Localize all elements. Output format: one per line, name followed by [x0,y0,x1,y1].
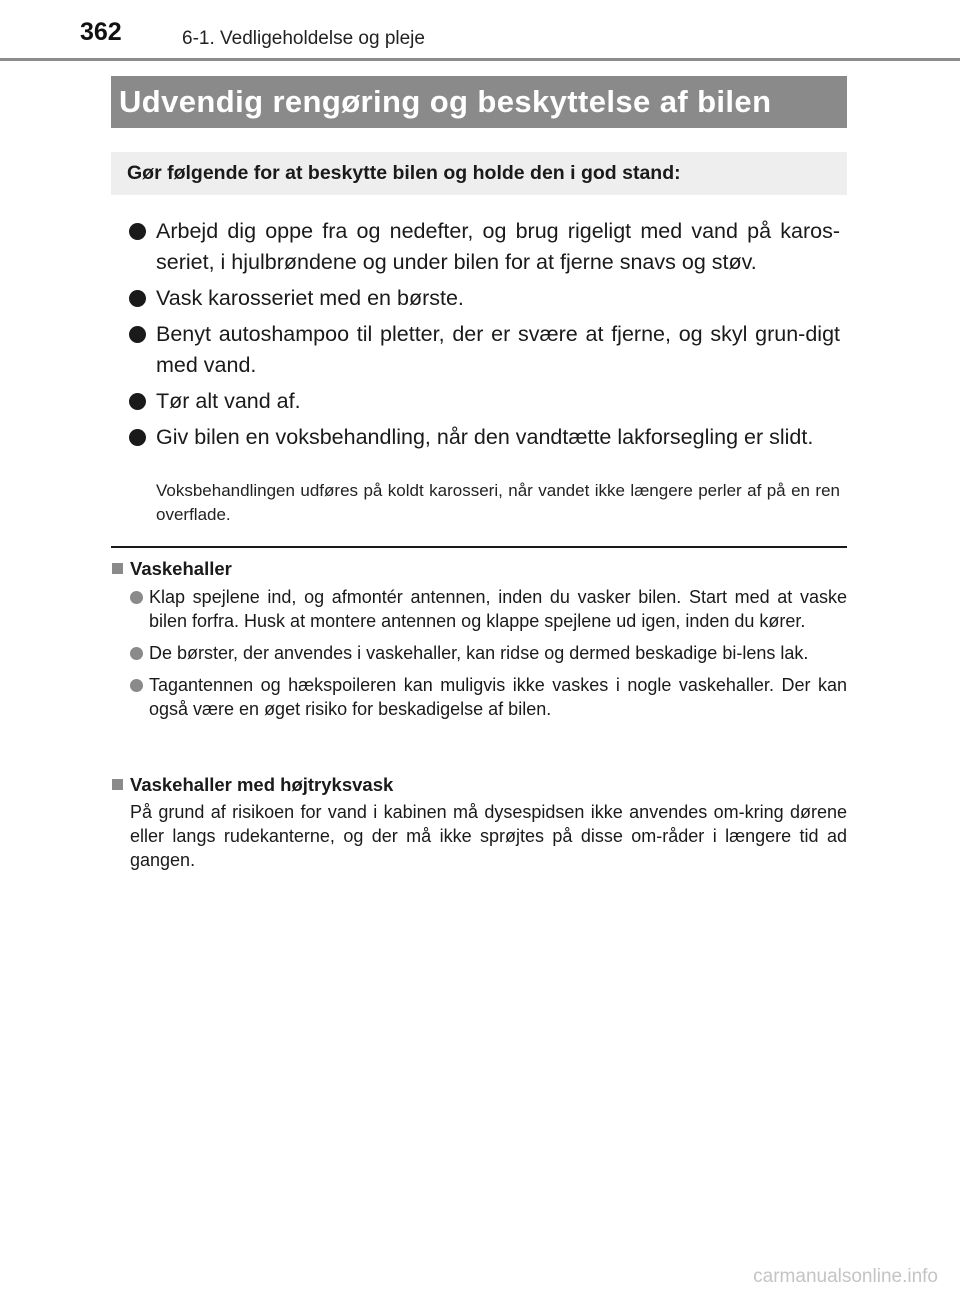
item-text: De børster, der anvendes i vaskehaller, kan ridse og dermed beskadige bi-lens lak. [149,643,809,663]
list-item [129,585,847,633]
bullet-icon [129,429,146,446]
list-item [127,216,840,278]
subsection-vaskehaller [111,557,847,729]
section-label: 6-1. Vedligeholdelse og pleje [182,28,425,49]
list-item [127,422,840,453]
step-text: Benyt autoshampoo til pletter, der er svære at fjerne, og skyl grun-digt med vand. [156,322,840,377]
item-text: Tagantennen og hækspoileren kan muligvis ikke vaskes i nogle vaskehaller. Der kan også være en øget risiko for beskadigelse af bilen. [149,675,847,719]
list-item [129,673,847,721]
subsection-heading [111,773,847,797]
note-text: Voksbehandlingen udføres på koldt karosseri, når vandet ikke længere perler af på en ren overflade. [156,481,840,524]
bullet-icon [129,326,146,343]
square-bullet-icon [112,563,123,574]
square-bullet-icon [112,779,123,790]
subsection-hojtryksvask [111,773,847,872]
list-item [127,283,840,314]
item-text: Klap spejlene ind, og afmontér antennen, inden du vasker bilen. Start med at vaske bilen forfra. Husk at montere antennen og klappe spejlene ud igen, inden du kører. [149,587,847,631]
bullet-icon [130,679,143,692]
bullet-icon [129,393,146,410]
subsection-heading-text: Vaskehaller med højtryksvask [130,774,394,795]
section-divider [111,546,847,548]
step-text: Vask karosseriet med en børste. [156,286,464,310]
page-header [0,0,960,60]
subsection-list [111,585,847,721]
bullet-icon [129,290,146,307]
watermark: carmanualsonline.info [753,1266,938,1287]
bullet-icon [130,647,143,660]
subsection-heading-text: Vaskehaller [130,558,232,579]
intro-box: Gør følgende for at beskytte bilen og holde den i god stand: [111,152,847,195]
step-text: Tør alt vand af. [156,389,301,413]
steps-list [127,216,840,458]
step-text: Arbejd dig oppe fra og nedefter, og brug rigeligt med vand på karos-seriet, i hjulbrøndene og under bilen for at fjerne snavs og støv. [156,219,840,274]
subsection-heading [111,557,847,581]
page-number: 362 [80,18,122,46]
step-text: Giv bilen en voksbehandling, når den vandtætte lakforsegling er slidt. [156,425,814,449]
list-item [129,641,847,665]
bullet-icon [129,223,146,240]
list-item [127,319,840,381]
bullet-icon [130,591,143,604]
list-item [127,386,840,417]
subsection-text: På grund af risikoen for vand i kabinen må dysespidsen ikke anvendes om-kring dørene eller langs rudekanterne, og der må ikke sprøjtes på disse om-råder i længere tid ad gangen. [130,802,847,870]
header-rule [0,58,960,61]
page-title: Udvendig rengøring og beskyttelse af bilen [111,76,847,128]
